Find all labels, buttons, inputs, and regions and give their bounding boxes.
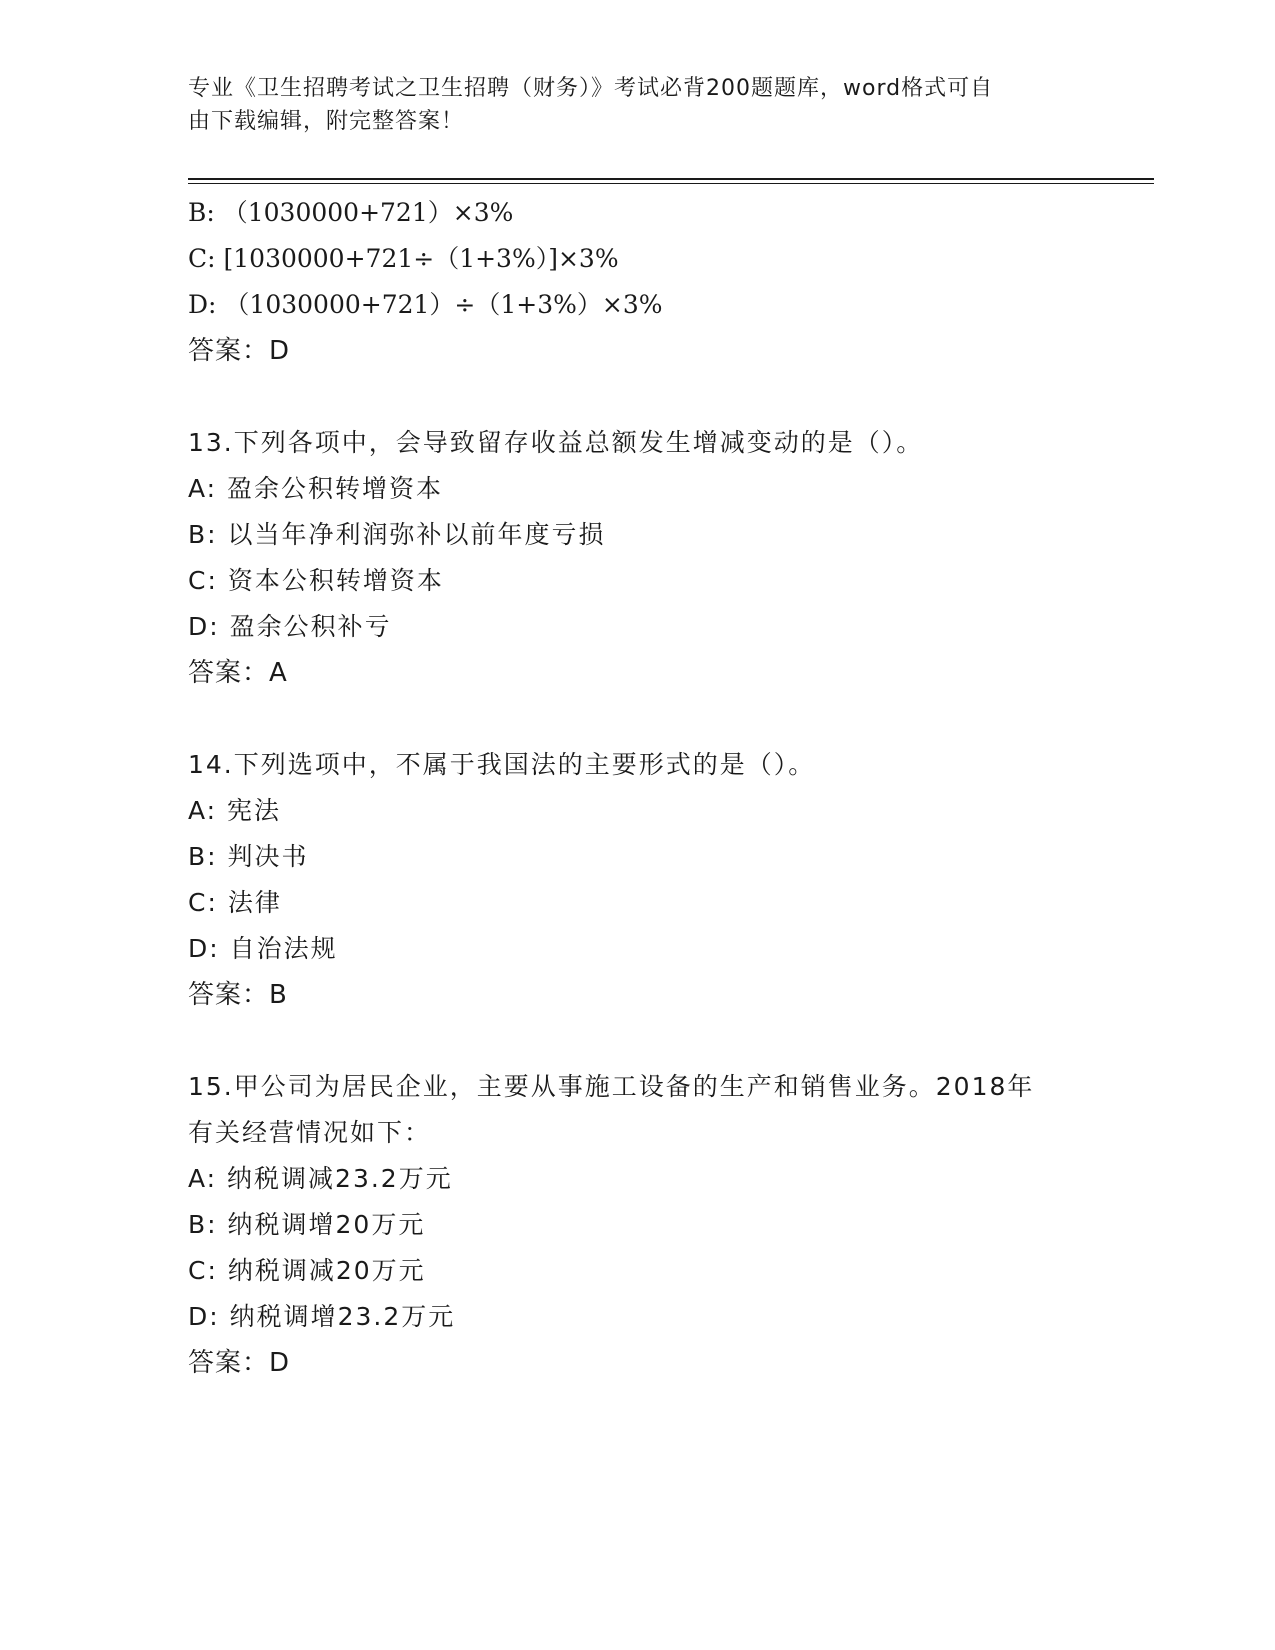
- answer: 答案：D: [188, 336, 291, 366]
- header-rule: [188, 178, 1154, 180]
- option-a: A: 纳税调减23.2万元: [188, 1164, 453, 1193]
- spacer: [188, 696, 1088, 742]
- option-c: C: 资本公积转增资本: [188, 566, 444, 595]
- option-d: D: 盈余公积补亏: [188, 612, 392, 641]
- option-c: C: 法律: [188, 888, 282, 917]
- option-b: B: （1030000+721）×3%: [188, 198, 514, 227]
- question-stem: 14.下列选项中，不属于我国法的主要形式的是（）。: [188, 750, 816, 779]
- option-c: C: [1030000+721÷（1+3%）]×3%: [188, 244, 619, 273]
- question-12: [188, 190, 1088, 374]
- header-title-line-1: 专业《卫生招聘考试之卫生招聘（财务）》考试必背200题题库，word格式可自: [188, 76, 994, 101]
- option-a: A: 宪法: [188, 796, 282, 825]
- question-14: [188, 742, 1088, 1018]
- page-header: [188, 72, 1088, 138]
- option-d: D: 自治法规: [188, 934, 338, 963]
- answer: 答案：D: [188, 1348, 291, 1378]
- spacer: [188, 374, 1088, 420]
- answer: 答案：A: [188, 658, 288, 688]
- header-title-line-2: 由下载编辑，附完整答案！: [188, 109, 465, 134]
- question-stem: 13.下列各项中，会导致留存收益总额发生增减变动的是（）。: [188, 428, 924, 457]
- option-c: C: 纳税调减20万元: [188, 1256, 426, 1285]
- option-b: B: 以当年净利润弥补以前年度亏损: [188, 520, 606, 549]
- spacer: [188, 1018, 1088, 1064]
- option-d: D: （1030000+721）÷（1+3%）×3%: [188, 290, 663, 319]
- question-stem-line-1: 15.甲公司为居民企业，主要从事施工设备的生产和销售业务。2018年: [188, 1072, 1035, 1101]
- option-a: A: 盈余公积转增资本: [188, 474, 444, 503]
- option-b: B: 判决书: [188, 842, 309, 871]
- question-13: [188, 420, 1088, 696]
- option-d: D: 纳税调增23.2万元: [188, 1302, 456, 1331]
- question-list: [188, 190, 1088, 1386]
- question-15: [188, 1064, 1088, 1386]
- header-rule-thin: [188, 183, 1154, 184]
- question-stem-line-2: 有关经营情况如下：: [188, 1118, 432, 1147]
- option-b: B: 纳税调增20万元: [188, 1210, 426, 1239]
- answer: 答案：B: [188, 980, 288, 1010]
